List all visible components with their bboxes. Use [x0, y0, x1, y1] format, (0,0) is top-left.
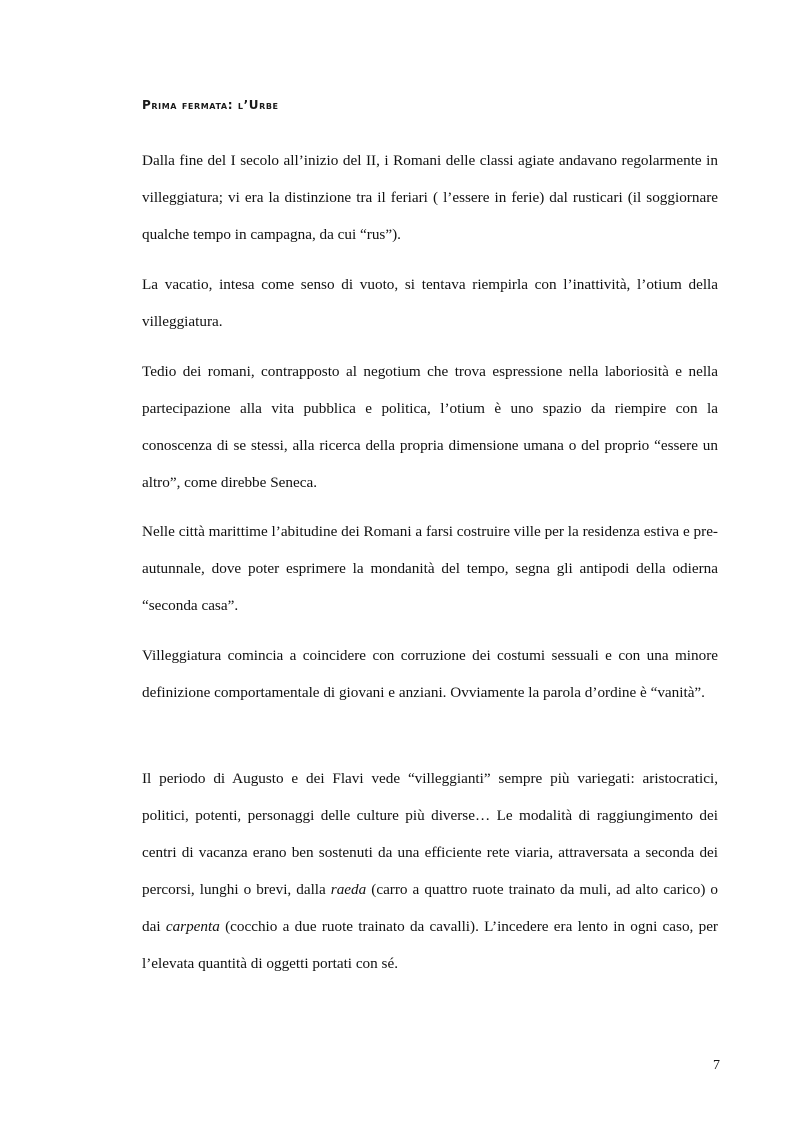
body-paragraph	[142, 142, 718, 253]
paragraph-text: Dalla fine del I secolo all’inizio del II, i Romani delle classi agiate andavano regolarmente in villeggiatura; vi era la distinzione tra il feriari ( l’essere in ferie) dal rusticari (il soggiornare qualche tempo in campagna, da cui “rus”).	[142, 152, 718, 243]
body-paragraph	[142, 266, 718, 340]
paragraph-text: (carro a quattro ruote trainato da muli, ad alto carico) o dai	[142, 881, 718, 935]
section-heading: Prima fermata: l’Urbe	[142, 98, 279, 112]
body-paragraph	[142, 513, 718, 624]
paragraph-text: Il periodo di Augusto e dei Flavi vede “villeggianti” sempre più variegati: aristocratici, politici, potenti, personaggi delle culture più diverse… Le modalità di raggiungimento dei centri di vacanza erano ben sostenuti da una efficiente rete viaria, attraversata a seconda dei percorsi, lunghi o brevi, dalla	[142, 770, 718, 898]
body-paragraph	[142, 637, 718, 711]
page-number: 7	[713, 1058, 720, 1073]
italic-term-carpenta: carpenta	[165, 918, 220, 935]
paragraph-text: Nelle città marittime l’abitudine dei Romani a farsi costruire ville per la residenza estiva e pre-autunnale, dove poter esprimere la mondanità del tempo, segna gli antipodi della odierna “seconda casa”.	[142, 523, 718, 614]
paragraph-text: La vacatio, intesa come senso di vuoto, si tentava riempirla con l’inattività, l’otium della villeggiatura.	[142, 276, 718, 330]
italic-term-raeda: raeda	[330, 881, 367, 898]
paragraph-text: (cocchio a due ruote trainato da cavalli). L’incedere era lento in ogni caso, per l’elevata quantità di oggetti portati con sé.	[142, 918, 718, 972]
body-paragraph	[142, 760, 718, 982]
body-paragraph	[142, 353, 718, 501]
paragraph-text: Tedio dei romani, contrapposto al negotium che trova espressione nella laboriosità e nella partecipazione alla vita pubblica e politica, l’otium è uno spazio da riempire con la conoscenza di se stessi, alla ricerca della propria dimensione umana o del proprio “essere un altro”, come direbbe Seneca.	[142, 363, 718, 491]
paragraph-text: Villeggiatura comincia a coincidere con corruzione dei costumi sessuali e con una minore definizione comportamentale di giovani e anziani. Ovviamente la parola d’ordine è “vanità”.	[142, 647, 718, 701]
